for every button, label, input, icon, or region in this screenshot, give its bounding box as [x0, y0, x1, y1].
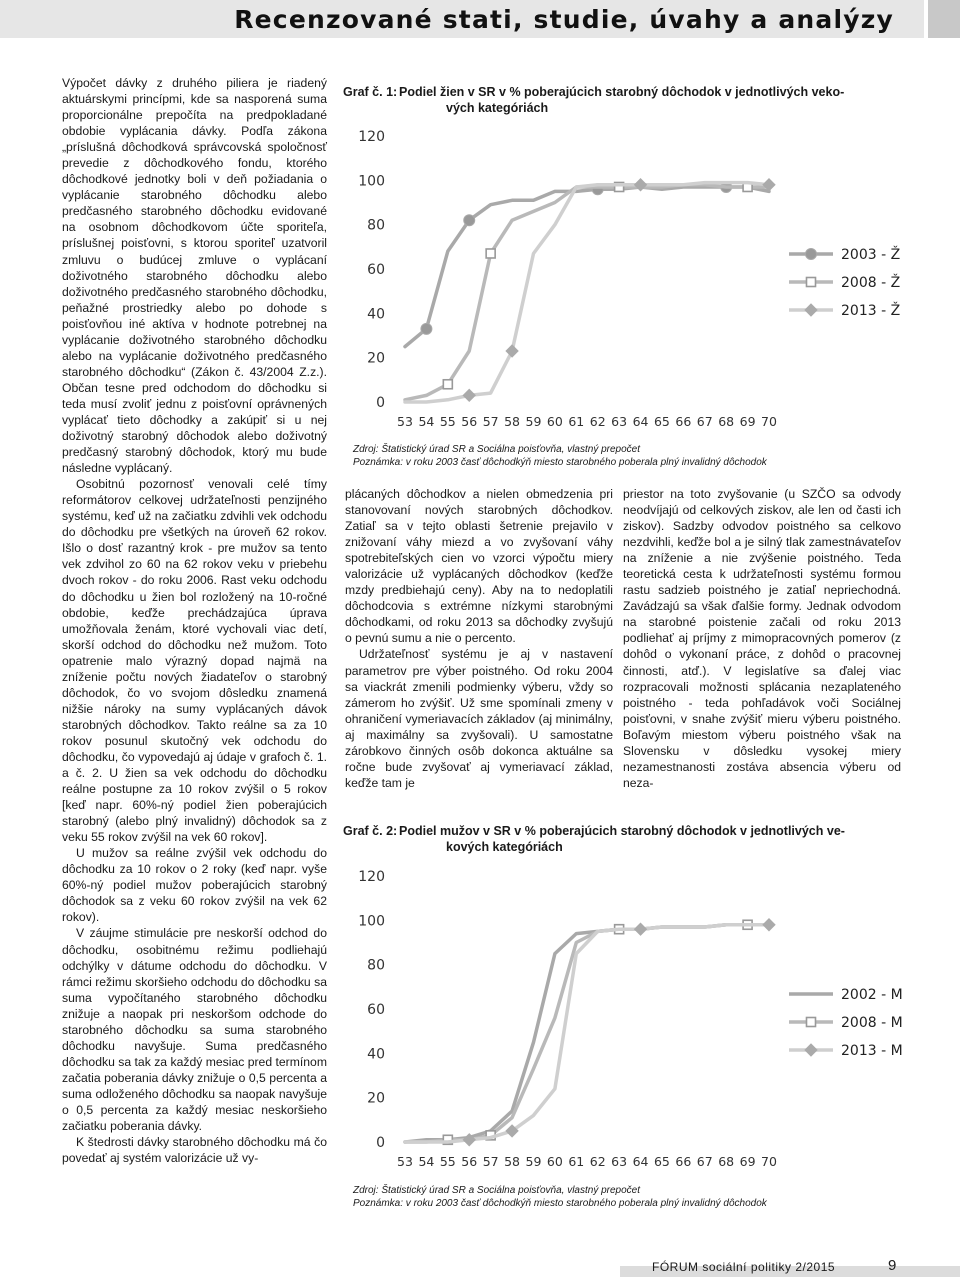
paragraph: priestor na toto zvyšovanie (u SZČO sa odvody neodvíjajú od celkových ziskov, ale len od časti ich ziskov). Sadzby odvodov poistného sa celkovo nezdvihli, keďže bol a je silný tlak zamestnávateľov na zníženie a nie zvýšenie poistného. Teda teoretická cesta k udržateľnosti systému formou rastu sadzieb poistného je zatiaľ nepriechodná. Zavádzajú sa však ďalšie formy. Jednak odvodom na starobné poistenie začali od roku 2013 podliehať aj príjmy z mimopracovných pomerov (z dohôd o vykonaní práce, z dohôd o pracovnej činnosti, atď.). V legislatíve sa ďalej viac rozpracovali možnosti splácania nezaplateného poistného - teda pohľadávok voči Sociálnej poisťovni, v snahe zvýšiť mieru výberu poistného. Boľavým miestom výberu poistného však na Slovensku v dôsledku vysokej miery nezamestnanosti zostáva absencia výberu od neza- [623, 487, 901, 790]
legend-label: 2003 - Ž [841, 247, 901, 263]
x-tick-label: 69 [739, 414, 756, 429]
x-tick-label: 61 [568, 414, 585, 429]
y-tick-label: 120 [358, 129, 385, 145]
x-tick-label: 65 [653, 414, 670, 429]
x-tick-label: 56 [461, 414, 478, 429]
y-tick-label: 40 [367, 306, 385, 323]
text-column-middle [345, 486, 613, 791]
x-tick-label: 53 [397, 1154, 413, 1169]
x-tick-label: 55 [439, 414, 456, 429]
note-line: Poznámka: v roku 2003 časť dôchodkýň miesto starobného poberala plný invalidný dôchodok [353, 457, 767, 468]
series-line [405, 925, 769, 1142]
header-corner-block [928, 0, 960, 38]
data-point [464, 215, 475, 226]
data-point [421, 323, 432, 334]
note-line: Poznámka: v roku 2003 časť dôchodkýň miesto starobného poberala plný invalidný dôchodok [353, 1198, 767, 1209]
paragraph: Výpočet dávky z druhého piliera je riadený aktuárskymi princípmi, kde sa nasporená suma proporcionálne prepočíta na predpokladané obdobie vyplácania dávky. Podľa zákona „príslušná dôchodková správcovská spoločnosť prevedie z dôchodkového fondu, ktorého dôchodkové jednotky boli v deň požiadania o vyplácanie starobného dôchodku alebo predčasného starobného dôchodku evidované na osobnom dôchodkovom účte sporiteľa, príslušnej poisťovni, s ktorou sporiteľ uzatvoril zmluvu o budúcej zmluve o vyplácaní doživotného starobného dôchodku alebo doživotného predčasného starobného dôchodku, peňažné prostriedky alebo po dohode s poisťovňou iné aktíva v hodnote potrebnej na vyplácanie doživotného starobného dôchodku alebo na vyplácanie doživotného predčasného starobného dôchodku“ (Zákon č. 43/2004 Z.z.). Občan tesne pred odchodom do dôchodku si teda musí zvoliť jednu z poisťovní oprávnených vyplácať tieto dôchodky a zakúpiť si u nej doživotný starobný dôchodok alebo doživotný predčasný starobný dôchodok, ktorý mu bude následne vyplácaný. [62, 76, 327, 476]
chart-source-2 [353, 1184, 913, 1210]
y-tick-label: 100 [358, 173, 385, 190]
y-tick-label: 60 [367, 1002, 385, 1018]
data-point [486, 249, 495, 258]
journal-name: FÓRUM sociální politiky 2/2015 [652, 1260, 836, 1274]
x-tick-label: 59 [525, 1154, 542, 1169]
paragraph: plácaných dôchodkov a nielen obmedzenia pri stanovovaní nových starobných dôchodkov. Zatiaľ sa v tejto oblasti šetrenie prejavilo v znižovaní váhy miezd a vo zvyšovaní váhy spotrebiteľských cien vo vzorci výpočtu miery valorizácie už vyplácaných dôchodkov (keďže mzdy predbiehajú ceny). Aby na to nedoplatili dôchodcovia s extrémne nízkymi starobnými dôchodkami, od roku 2013 sa dôchodky zvyšujú o pevnú sumu a nie o percento. [345, 487, 613, 646]
x-tick-label: 57 [482, 1154, 499, 1169]
x-tick-label: 54 [418, 1154, 435, 1169]
chart-caption-2 [343, 823, 903, 855]
x-tick-label: 59 [525, 414, 542, 429]
x-tick-label: 70 [761, 414, 777, 429]
source-line: Zdroj: Štatistický úrad SR a Sociálna poisťovňa, vlastný prepočet [353, 444, 641, 455]
x-tick-label: 70 [761, 1154, 777, 1169]
paragraph: V záujme stimulácie pre neskorší odchod do dôchodku, osobitnému režimu podliehajú odchýlky v dátume odchodu do dôchodku. V rámci režimu skoršieho odchodu do dôchodku sa suma vypočítaného starobného dôchodku znižuje a naopak pri neskoršom odchode do starobného dôchodku sa suma starobného dôchodku navyšuje. Suma predčasného dôchodku sa tak za každý mesiac pred termínom začatia poberania dávky znižuje o 0,5 percenta a suma odloženého dôchodku sa naopak navyšuje o 0,5 percenta za každý mesiac neskoršieho začiatku poberania dávky. [62, 926, 327, 1134]
x-tick-label: 64 [632, 414, 649, 429]
chart-women [343, 126, 903, 434]
chart-caption-text-cont: vých kategóriách [446, 101, 549, 115]
y-tick-label: 0 [376, 1135, 385, 1151]
chart-caption-label: Graf č. 1: [343, 85, 398, 99]
data-point [463, 389, 475, 401]
x-tick-label: 58 [504, 414, 521, 429]
chart-caption-text: Podiel žien v SR v % poberajúcich starobný dôchodok v jednotlivých veko- [399, 85, 845, 99]
legend-label: 2013 - M [841, 1043, 903, 1059]
x-tick-label: 69 [739, 1154, 756, 1169]
x-tick-label: 53 [397, 414, 413, 429]
chart-caption-text: Podiel mužov v SR v % poberajúcich starobný dôchodok v jednotlivých ve- [399, 824, 845, 838]
y-tick-label: 60 [367, 262, 385, 278]
x-tick-label: 60 [546, 414, 563, 429]
y-tick-label: 100 [358, 913, 385, 930]
x-tick-label: 68 [718, 414, 735, 429]
legend-label: 2008 - M [841, 1015, 903, 1031]
x-tick-label: 65 [653, 1154, 670, 1169]
x-tick-label: 58 [504, 1154, 521, 1169]
x-tick-label: 66 [675, 1154, 692, 1169]
source-line: Zdroj: Štatistický úrad SR a Sociálna poisťovňa, vlastný prepočet [353, 1185, 641, 1196]
x-tick-label: 57 [482, 414, 499, 429]
x-tick-label: 66 [675, 414, 692, 429]
paragraph: Osobitnú pozornosť venovali celé tímy reformátorov celkovej udržateľnosti penzijného systému, keď už na začiatku zdvihli vek odchodu do dôchodku pre všetkých na úroveň 62 rokov. Išlo o dosť razantný krok - pre mužov sa tento vek zdvihol zo 60 na 62 rokov veku v priebehu dvoch rokov - do roku 2006. Rast veku odchodu do dôchodku u žien bol rozložený na 10-ročné obdobie, keďže prechádzajúca úprava umožňovala ženám, ktoré vychovali viac detí, skorší odchod do dôchodku než mužom. Toto opatrenie malo výrazný dopad najmä na zníženie počtu nových žiadateľov o starobný dôchodok, čo vo svojom dôsledku znamená nižšie nároky na sumy vyplácaných dávok starobných dôchodkov. Takto reálne sa za 10 rokov posunul skutočný vek odchodu do dôchodku, čo vypovedajú aj údaje v grafoch č. 1. a č. 2. U žien sa vek odchodu do dôchodku reálne postupne za 10 rokov zvýšil o 5 rokov [keď napr. 60%-ný podiel žien poberajúcich starobný (alebo plný invalidný) dôchodok sa z veku 55 rokov zvýšil na vek 60 rokov]. [62, 477, 327, 845]
x-tick-label: 64 [632, 1154, 649, 1169]
legend-marker [807, 1018, 816, 1027]
series-line [405, 925, 769, 1142]
chart-source-1 [353, 443, 913, 469]
x-tick-label: 62 [589, 1154, 606, 1169]
legend-marker [807, 278, 816, 287]
x-tick-label: 67 [696, 1154, 713, 1169]
paragraph: K štedrosti dávky starobného dôchodku má čo povedať aj systém valorizácie už vy- [62, 1135, 327, 1166]
x-tick-label: 60 [546, 1154, 563, 1169]
legend-marker [806, 249, 817, 260]
data-point [443, 380, 452, 389]
legend-marker [805, 304, 817, 316]
x-tick-label: 62 [589, 414, 606, 429]
y-tick-label: 20 [367, 350, 385, 367]
chart-caption-1 [343, 84, 903, 116]
y-tick-label: 120 [358, 869, 385, 885]
y-tick-label: 80 [367, 957, 385, 974]
chart-men [343, 866, 903, 1174]
data-point [763, 919, 775, 931]
legend-label: 2013 - Ž [841, 303, 901, 319]
y-tick-label: 20 [367, 1090, 385, 1107]
x-tick-label: 56 [461, 1154, 478, 1169]
x-tick-label: 63 [611, 414, 628, 429]
text-column-right [623, 486, 901, 791]
data-point [635, 923, 647, 935]
y-tick-label: 0 [376, 395, 385, 411]
paragraph: Udržateľnosť systému je aj v nastavení parametrov pre výber poistného. Od roku 2004 sa viackrát zmenili podmienky výberu, vždy so zámerom ho zvýšiť. Už sme spomínali zmeny v ohraničení vymeriavacích základov (aj minimálny, aj maximálny sa zvyšovali). U samostatne zárobkovo činných osôb dokonca aktuálne sa ročne bude zvyšovať aj vymeriavací základ, keďže tam je [345, 647, 613, 790]
chart-caption-text-cont: kových kategóriách [446, 840, 563, 854]
page-number: 9 [888, 1257, 897, 1274]
x-tick-label: 67 [696, 414, 713, 429]
page-header [0, 0, 960, 42]
chart-caption-label: Graf č. 2: [343, 824, 398, 838]
legend-label: 2002 - M [841, 987, 903, 1003]
x-tick-label: 54 [418, 414, 435, 429]
series-line [405, 187, 769, 347]
x-tick-label: 61 [568, 1154, 585, 1169]
data-point [506, 345, 518, 357]
x-tick-label: 63 [611, 1154, 628, 1169]
text-column-left [62, 75, 327, 1166]
legend-label: 2008 - Ž [841, 275, 901, 291]
x-tick-label: 68 [718, 1154, 735, 1169]
x-tick-label: 55 [439, 1154, 456, 1169]
section-title: Recenzované stati, studie, úvahy a analýzy [234, 5, 894, 34]
legend-marker [805, 1044, 817, 1056]
series-line [405, 185, 769, 400]
series-line [405, 925, 769, 1142]
y-tick-label: 80 [367, 217, 385, 234]
paragraph: U mužov sa reálne zvýšil vek odchodu do dôchodku za 10 rokov o 2 roky (keď napr. vyše 60%-ný podiel mužov poberajúcich starobný dôchodok sa z veku 60 rokov zvýšil na vek 62 rokov). [62, 846, 327, 925]
y-tick-label: 40 [367, 1046, 385, 1063]
